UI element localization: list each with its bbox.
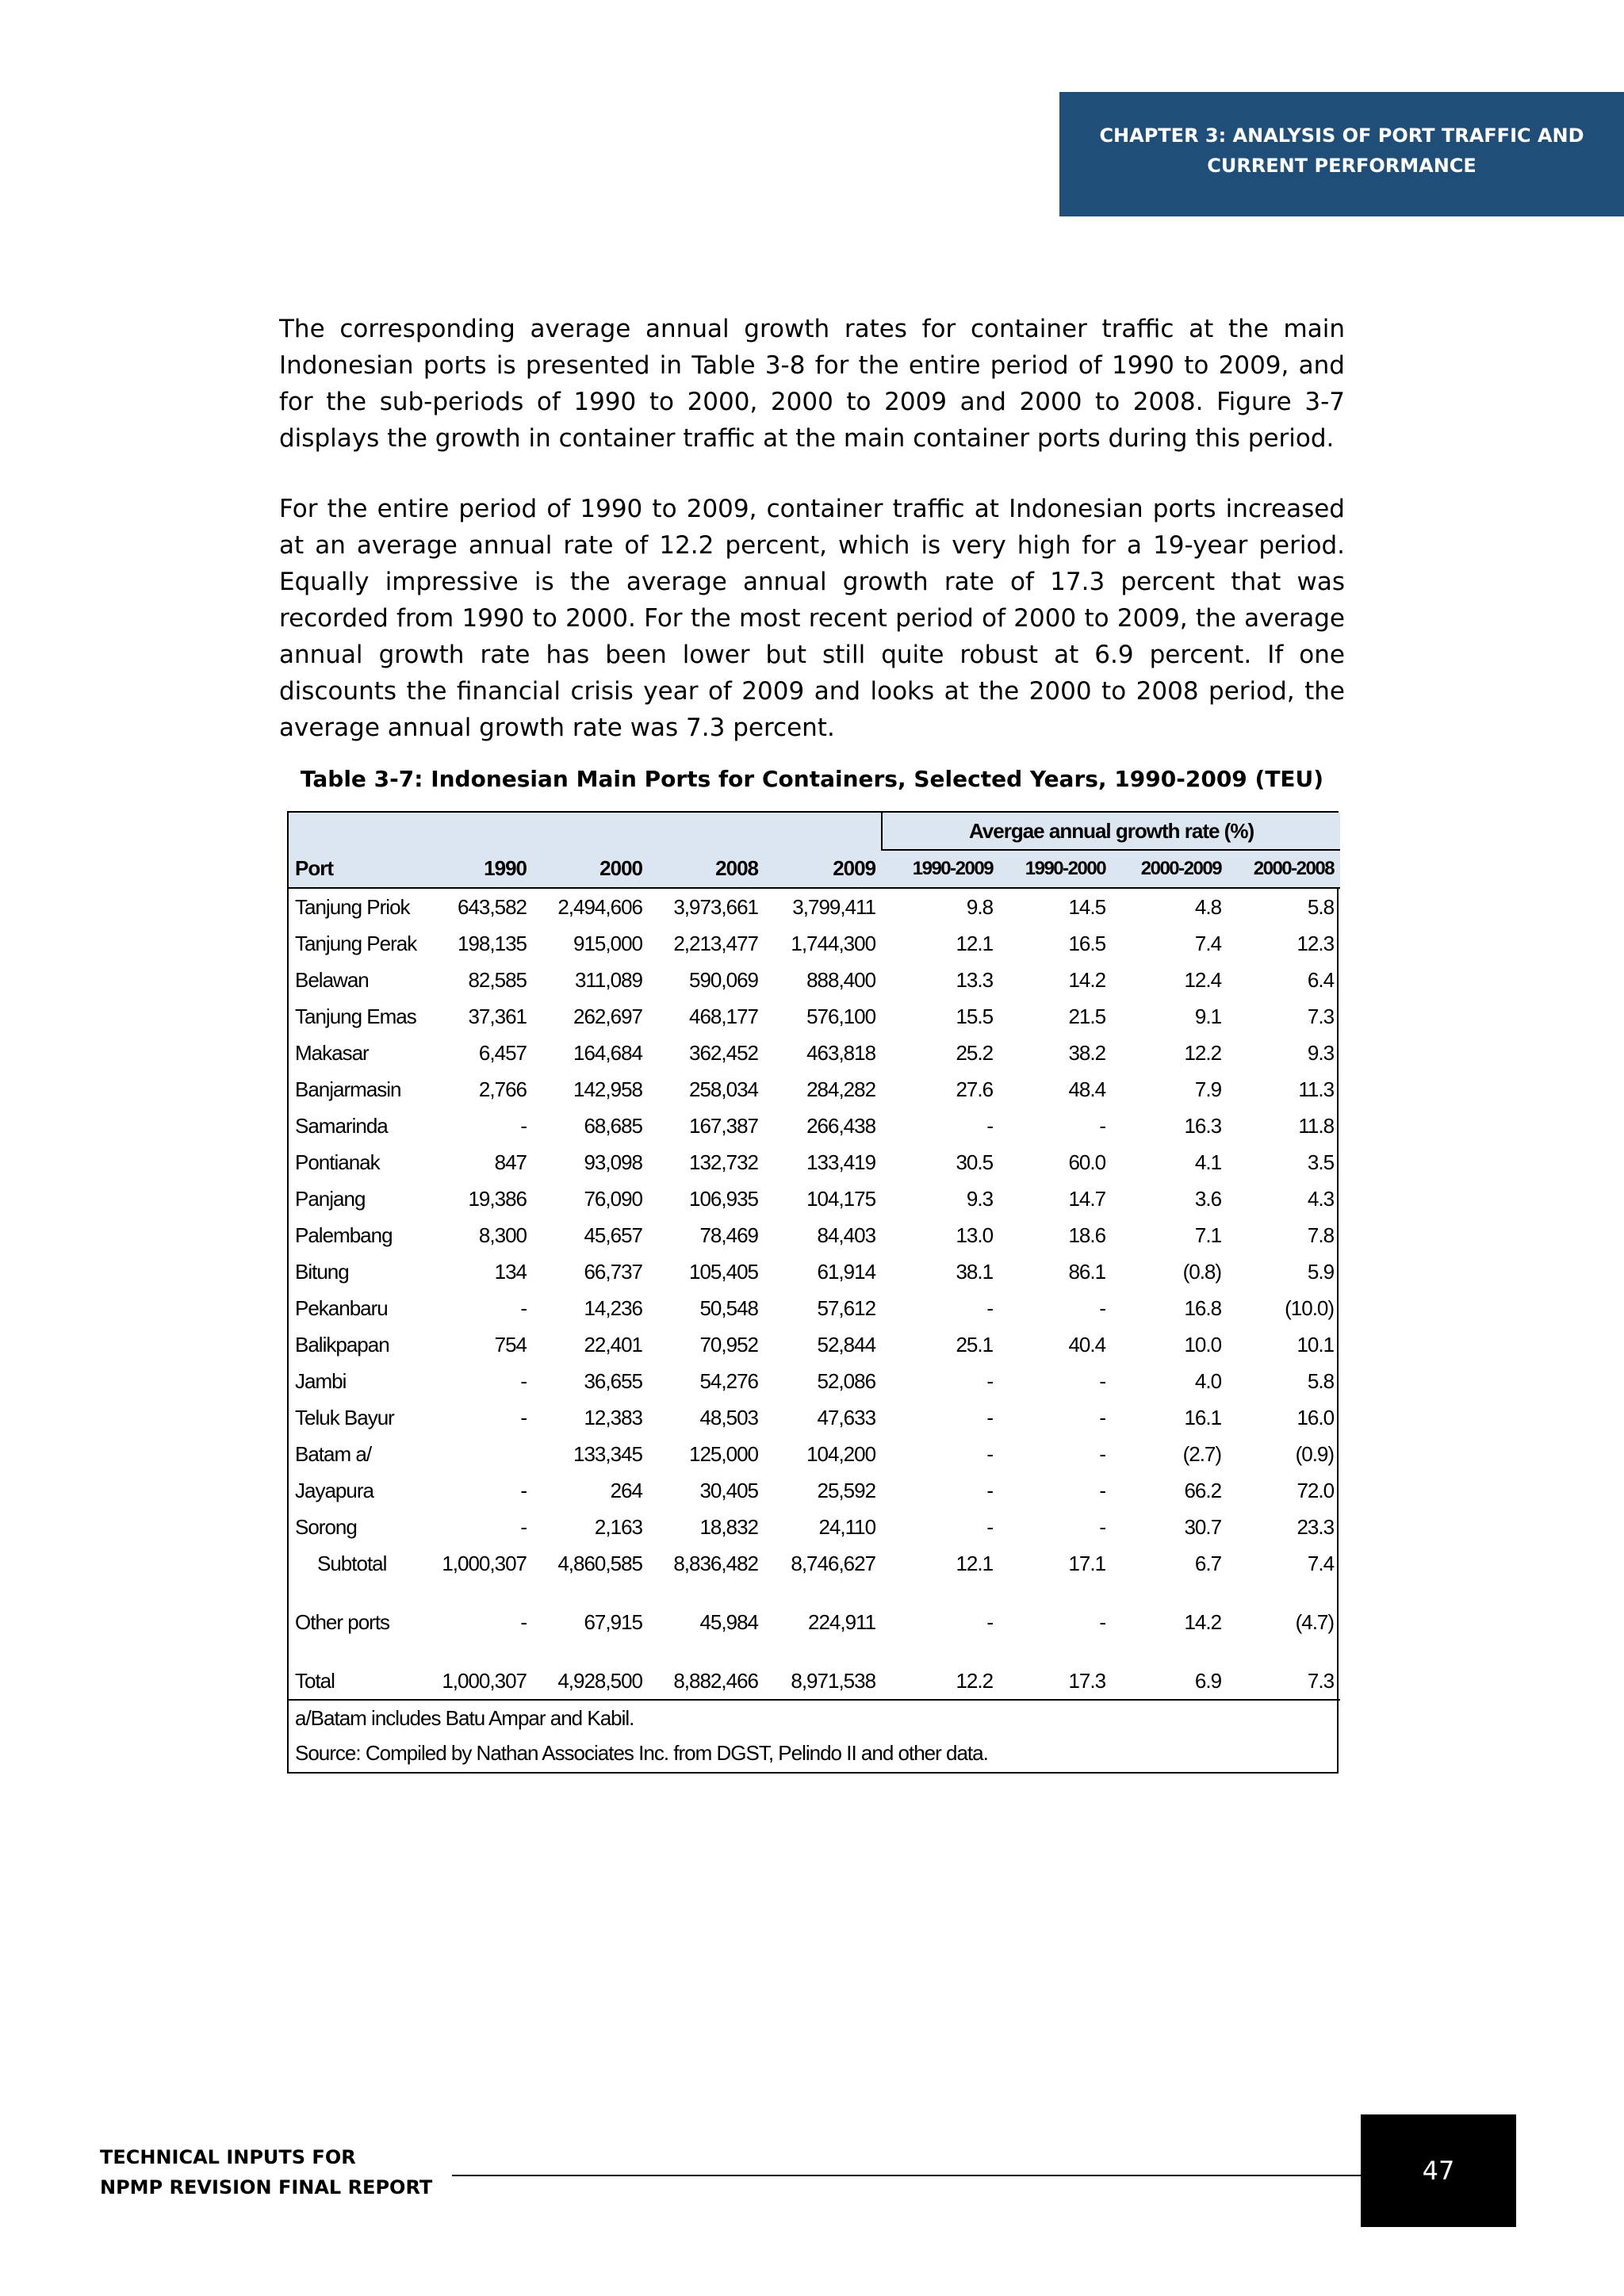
port-name-cell: Sorong (295, 1514, 357, 1539)
table-cell: 66.2 (1184, 1478, 1222, 1502)
table-cell: (10.0) (1285, 1295, 1335, 1320)
port-name-cell: Teluk Bayur (295, 1405, 394, 1429)
table-cell: 9.8 (966, 894, 994, 919)
table-row (289, 1144, 1340, 1181)
paragraph-growth-analysis: For the entire period of 1990 to 2009, container traffic at Indonesian ports increased at an average annual rate of 12.2 percent, which is very high for a 19-year period. Equally impressive is the average annual growth rate of 17.3 percent that was recorded from 1990 to 2000. For the most recent period of 2000 to 2009, the average annual growth rate has been lower but still quite robust at 6.9 percent. If one discounts the financial crisis year of 2009 and looks at the 2000 to 2008 period, the average annual growth rate was 7.3 percent. (279, 495, 1345, 742)
table-cell: 311,089 (574, 967, 642, 992)
table-cell: 12.2 (1184, 1040, 1222, 1065)
table-cell: 104,200 (806, 1441, 876, 1466)
port-name-cell: Pontianak (295, 1150, 380, 1174)
header-spacer (289, 813, 882, 850)
table-cell: 40.4 (1068, 1332, 1106, 1357)
table-cell: - (986, 1368, 994, 1393)
table-cell: 12.2 (882, 1640, 999, 1700)
chapter-title-line2: CURRENT PERFORMANCE (1207, 155, 1477, 177)
table-cell: - (520, 1113, 527, 1138)
table-cell: 106,935 (689, 1186, 758, 1211)
table-row (289, 1436, 1340, 1472)
table-cell: - (520, 1609, 527, 1634)
table-cell: 37,361 (468, 1004, 527, 1028)
table-cell: 30.5 (956, 1150, 994, 1174)
table-cell: 36,655 (584, 1368, 642, 1393)
table-cell: 12,383 (584, 1405, 642, 1429)
table-row (289, 1217, 1340, 1253)
table-cell: 133,345 (573, 1441, 642, 1466)
table-cell: - (986, 1609, 994, 1634)
table-cell: 142,958 (573, 1077, 642, 1101)
table-cell: 45,984 (699, 1609, 758, 1634)
footer-divider (452, 2175, 1361, 2176)
table-cell: 67,915 (584, 1609, 642, 1634)
port-name-cell: Jayapura (295, 1478, 373, 1502)
table-cell: 9.1 (1194, 1004, 1222, 1028)
port-name-cell: Panjang (295, 1186, 366, 1211)
table-cell: 9.3 (966, 1186, 994, 1211)
footnote-row (289, 1700, 1340, 1735)
table-cell: 7.4 (1194, 931, 1222, 955)
table-cell: 362,452 (689, 1040, 758, 1065)
table-row (289, 1253, 1340, 1290)
table-cell: - (520, 1478, 527, 1502)
table-cell: 167,387 (689, 1113, 758, 1138)
table-row (289, 925, 1340, 962)
table-cell: 284,282 (806, 1077, 876, 1101)
col-header-1990-2000: 1990-2000 (999, 850, 1112, 888)
table-cell: 3.5 (1307, 1150, 1335, 1174)
table-cell: 14.7 (1068, 1186, 1106, 1211)
total-row (289, 1640, 1340, 1700)
table-cell: 6.9 (1112, 1640, 1228, 1700)
table-cell: 45,657 (584, 1223, 642, 1247)
col-header-2000-2009: 2000-2009 (1112, 850, 1228, 888)
table-cell: 13.3 (956, 967, 994, 992)
table-row (289, 1326, 1340, 1363)
table-cell: - (1099, 1441, 1106, 1466)
table-cell: 61,914 (817, 1259, 876, 1284)
table-cell: 14.5 (1068, 894, 1106, 919)
table-cell: 72.0 (1297, 1478, 1335, 1502)
table-cell: 7.1 (1194, 1223, 1222, 1247)
table-cell: 14.2 (1184, 1609, 1222, 1634)
table-cell: - (986, 1113, 994, 1138)
table-cell: 2,494,606 (557, 894, 642, 919)
table-cell: - (1099, 1113, 1106, 1138)
table-cell: (4.7) (1295, 1609, 1335, 1634)
table-row (289, 962, 1340, 998)
table-cell: - (520, 1405, 527, 1429)
port-name-cell: Tanjung Emas (295, 1004, 416, 1028)
table-cell: Total (289, 1640, 428, 1700)
table-cell: 82,585 (468, 967, 527, 992)
table-cell: 4.3 (1307, 1186, 1335, 1211)
table-cell: 258,034 (689, 1077, 758, 1101)
table-cell: 54,276 (699, 1368, 758, 1393)
table-cell: 3.6 (1194, 1186, 1222, 1211)
table-cell: - (1099, 1295, 1106, 1320)
port-name-cell: Bitung (295, 1259, 349, 1284)
col-header-1990-2009: 1990-2009 (882, 850, 999, 888)
table-cell: 68,685 (584, 1113, 642, 1138)
table-cell: 2,163 (594, 1514, 642, 1539)
table-cell: 12.4 (1184, 967, 1222, 992)
source-row (289, 1735, 1340, 1770)
table-cell: 8,300 (478, 1223, 527, 1247)
table-cell: - (1099, 1368, 1106, 1393)
table-cell: - (986, 1478, 994, 1502)
table-cell: (2.7) (1182, 1441, 1222, 1466)
table-cell: 52,844 (817, 1332, 876, 1357)
table-cell: 264 (610, 1478, 642, 1502)
table-cell: 10.0 (1184, 1332, 1222, 1357)
port-name-cell: Banjarmasin (295, 1077, 401, 1101)
table-cell: 27.6 (956, 1077, 994, 1101)
footer-line2: NPMP REVISION FINAL REPORT (100, 2176, 433, 2198)
other-ports-row (289, 1582, 1340, 1640)
table-source: Source: Compiled by Nathan Associates Inc. from DGST, Pelindo II and other data. (295, 1740, 988, 1765)
table-cell: 7.3 (1228, 1640, 1340, 1700)
table-cell: 8,971,538 (764, 1640, 882, 1700)
col-header-1990: 1990 (428, 850, 533, 888)
table-cell: 10.1 (1297, 1332, 1335, 1357)
table-cell: - (986, 1405, 994, 1429)
table-cell: 84,403 (817, 1223, 876, 1247)
table-cell: 105,405 (689, 1259, 758, 1284)
chapter-header (1059, 92, 1624, 216)
table-cell: 5.9 (1307, 1259, 1335, 1284)
table-cell: 4.0 (1194, 1368, 1222, 1393)
col-header-port: Port (289, 850, 428, 888)
port-name-cell: Tanjung Perak (295, 931, 417, 955)
table-cell: - (520, 1295, 527, 1320)
table-cell: 14,236 (584, 1295, 642, 1320)
table-cell: 8,746,627 (791, 1551, 876, 1575)
table-cell: 16.0 (1297, 1405, 1335, 1429)
table-cell: - (520, 1368, 527, 1393)
table-cell: 7.4 (1307, 1551, 1335, 1575)
table-cell: Subtotal (317, 1551, 387, 1575)
table-cell: 48.4 (1068, 1077, 1106, 1101)
table-row (289, 888, 1340, 925)
table-cell: 15.5 (956, 1004, 994, 1028)
header-row-group (289, 813, 1340, 850)
table-cell: 52,086 (817, 1368, 876, 1393)
table-cell: 1,744,300 (791, 931, 876, 955)
port-name-cell: Balikpapan (295, 1332, 389, 1357)
table-cell: Other ports (295, 1609, 390, 1634)
header-row (289, 850, 1340, 888)
table-row (289, 1071, 1340, 1108)
table-cell: - (1099, 1478, 1106, 1502)
report-footer-title (100, 2142, 432, 2202)
table-cell: 18,832 (699, 1514, 758, 1539)
table-cell: 60.0 (1068, 1150, 1106, 1174)
table-cell: 13.0 (956, 1223, 994, 1247)
table-cell: 86.1 (1068, 1259, 1106, 1284)
port-name-cell: Belawan (295, 967, 369, 992)
paragraph-growth-rates: The corresponding average annual growth rates for container traffic at the main Indonesian ports is presented in Table 3-8 for the entire period of 1990 to 2009, and for the sub-periods of 1990 to 2000, 2000 to 2009 and 2000 to 2008. Figure 3-7 displays the growth in container traffic at the main container ports during this period. (279, 315, 1345, 453)
port-name-cell: Palembang (295, 1223, 393, 1247)
table-cell: 7.3 (1307, 1004, 1335, 1028)
container-table-frame (287, 811, 1339, 1774)
table-cell: 4.8 (1194, 894, 1222, 919)
table-cell: 21.5 (1068, 1004, 1106, 1028)
table-cell: 70,952 (699, 1332, 758, 1357)
table-cell: 76,090 (584, 1186, 642, 1211)
subtotal-row (289, 1545, 1340, 1582)
table-footnote: a/Batam includes Batu Ampar and Kabil. (295, 1705, 634, 1730)
table-cell: 134 (494, 1259, 527, 1284)
table-cell: - (1099, 1405, 1106, 1429)
table-cell: 7.8 (1307, 1223, 1335, 1247)
table-cell: - (986, 1295, 994, 1320)
col-header-2000-2008: 2000-2008 (1228, 850, 1340, 888)
table-cell: 11.8 (1298, 1113, 1335, 1138)
table-cell: 24,110 (818, 1514, 876, 1539)
table-cell: 38.1 (956, 1259, 994, 1284)
table-cell: (0.8) (1182, 1259, 1222, 1284)
table-cell: 198,135 (458, 931, 527, 955)
table-cell: 266,438 (806, 1113, 876, 1138)
table-cell: 25.2 (956, 1040, 994, 1065)
table-cell: 7.9 (1194, 1077, 1222, 1101)
table-cell: 133,419 (806, 1150, 876, 1174)
table-cell: 17.3 (999, 1640, 1112, 1700)
table-cell: 4,860,585 (557, 1551, 642, 1575)
col-header-2009: 2009 (764, 850, 882, 888)
table-row (289, 1035, 1340, 1071)
table-cell: 262,697 (573, 1004, 642, 1028)
table-cell: 576,100 (806, 1004, 876, 1028)
table-cell: 4,928,500 (533, 1640, 649, 1700)
table-cell (428, 1436, 533, 1472)
table-cell: 57,612 (817, 1295, 876, 1320)
table-cell: 164,684 (573, 1040, 642, 1065)
table-cell: 12.3 (1297, 931, 1335, 955)
port-name-cell: Samarinda (295, 1113, 388, 1138)
table-row (289, 1181, 1340, 1217)
table-row (289, 1363, 1340, 1399)
port-name-cell: Jambi (295, 1368, 347, 1393)
table-cell: - (1099, 1609, 1106, 1634)
port-name-cell: Batam a/ (295, 1441, 372, 1466)
table-cell: 66,737 (584, 1259, 642, 1284)
col-header-2000: 2000 (533, 850, 649, 888)
table-cell: 18.6 (1068, 1223, 1106, 1247)
table-cell: 132,732 (689, 1150, 758, 1174)
port-name-cell: Tanjung Priok (295, 894, 410, 919)
table-cell: 16.1 (1184, 1405, 1222, 1429)
table-row (289, 1509, 1340, 1545)
container-traffic-table (289, 813, 1340, 1770)
table-cell: 5.8 (1307, 1368, 1335, 1393)
table-cell: 9.3 (1307, 1040, 1335, 1065)
table-cell: (0.9) (1295, 1441, 1335, 1466)
table-row (289, 1108, 1340, 1144)
table-cell: 6.7 (1194, 1551, 1222, 1575)
table-cell: 12.1 (956, 1551, 994, 1575)
table-body (289, 888, 1340, 1545)
table-cell: 48,503 (699, 1405, 758, 1429)
table-cell: 4.1 (1194, 1150, 1222, 1174)
table-cell: 3,973,661 (673, 894, 758, 919)
table-cell: 23.3 (1297, 1514, 1335, 1539)
table-cell: 22,401 (584, 1332, 642, 1357)
table-cell: - (986, 1441, 994, 1466)
table-cell: 2,766 (478, 1077, 527, 1101)
table-cell: 3,799,411 (792, 894, 876, 919)
table-cell: 38.2 (1068, 1040, 1106, 1065)
table-cell: 224,911 (807, 1609, 876, 1634)
table-cell: 25,592 (817, 1478, 876, 1502)
table-row (289, 998, 1340, 1035)
table-cell: 17.1 (1068, 1551, 1106, 1575)
table-cell: 847 (494, 1150, 527, 1174)
table-cell: 50,548 (699, 1295, 758, 1320)
table-row (289, 1472, 1340, 1509)
table-cell: 463,818 (806, 1040, 876, 1065)
col-header-2008: 2008 (649, 850, 764, 888)
table-cell: 1,000,307 (428, 1640, 533, 1700)
table-cell: 5.8 (1307, 894, 1335, 919)
table-cell: 468,177 (689, 1004, 758, 1028)
table-cell: 915,000 (573, 931, 642, 955)
table-cell: - (986, 1514, 994, 1539)
table-cell: 47,633 (817, 1405, 876, 1429)
table-cell: 30.7 (1184, 1514, 1222, 1539)
growth-rate-group-header: Avergae annual growth rate (%) (882, 813, 1340, 850)
table-cell: 25.1 (956, 1332, 994, 1357)
table-cell: 6,457 (478, 1040, 527, 1065)
page-number: 47 (1361, 2114, 1516, 2227)
table-cell: 78,469 (699, 1223, 758, 1247)
table-cell: 16.8 (1184, 1295, 1222, 1320)
table-cell: 888,400 (806, 967, 876, 992)
table-cell: 14.2 (1068, 967, 1106, 992)
table-cell: 104,175 (806, 1186, 876, 1211)
table-cell: - (1099, 1514, 1106, 1539)
table-cell: 8,836,482 (673, 1551, 758, 1575)
table-cell: 8,882,466 (649, 1640, 764, 1700)
table-cell: 30,405 (699, 1478, 758, 1502)
table-cell: 643,582 (458, 894, 527, 919)
table-caption: Table 3-7: Indonesian Main Ports for Containers, Selected Years, 1990-2009 (TEU) (300, 766, 1324, 792)
table-row (289, 1290, 1340, 1326)
table-cell: - (520, 1514, 527, 1539)
table-cell: 2,213,477 (673, 931, 758, 955)
table-cell: 6.4 (1307, 967, 1335, 992)
table-cell: 12.1 (956, 931, 994, 955)
table-cell: 93,098 (584, 1150, 642, 1174)
chapter-title-line1: CHAPTER 3: ANALYSIS OF PORT TRAFFIC AND (1099, 124, 1584, 147)
table-cell: 16.3 (1184, 1113, 1222, 1138)
port-name-cell: Makasar (295, 1040, 369, 1065)
table-cell: 11.3 (1298, 1077, 1335, 1101)
port-name-cell: Pekanbaru (295, 1295, 388, 1320)
table-cell: 590,069 (689, 967, 758, 992)
table-cell: 754 (494, 1332, 527, 1357)
table-cell: 1,000,307 (442, 1551, 527, 1575)
table-cell: 125,000 (689, 1441, 758, 1466)
footer-line1: TECHNICAL INPUTS FOR (100, 2146, 356, 2168)
table-cell: 19,386 (468, 1186, 527, 1211)
table-cell: 16.5 (1068, 931, 1106, 955)
table-row (289, 1399, 1340, 1436)
